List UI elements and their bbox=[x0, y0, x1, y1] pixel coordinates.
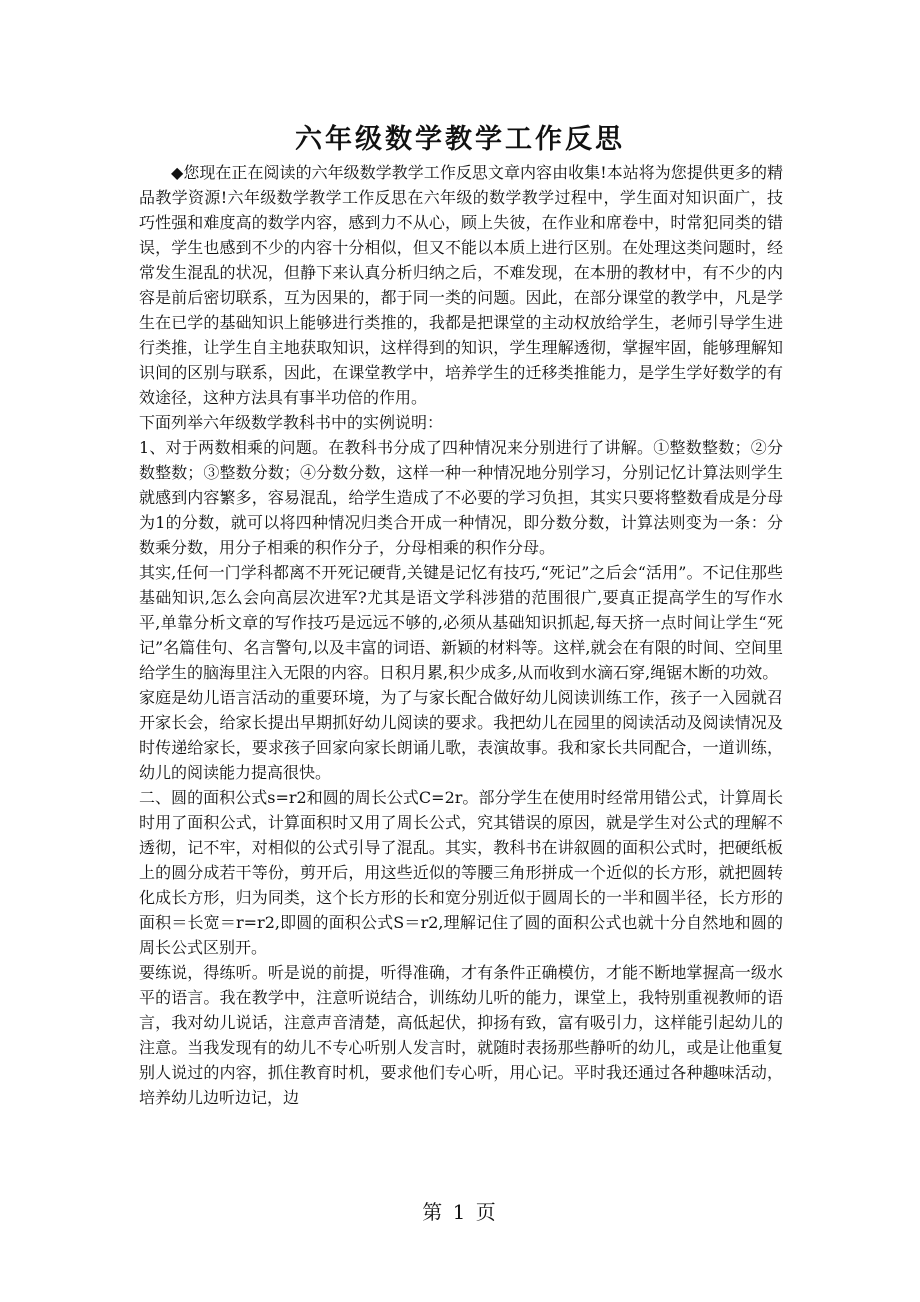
document-title: 六年级数学教学工作反思 bbox=[295, 124, 625, 155]
paragraph: ◆您现在正在阅读的六年级数学教学工作反思文章内容由收集!本站将为您提供更多的精品教学资源!六年级数学教学工作反思在六年级的数学教学过程中，学生面对知识面广，技巧性强和难度高的数学内容，感到力不从心，顾上失彼，在作业和席卷中，时常犯同类的错误，学生也感到不少的内容十分相似，但又不能以本质上进行区别。在处理这类问题时，经常发生混乱的状况，但静下来认真分析归纳之后，不难发现，在本册的教材中，有不少的内容是前后密切联系，互为因果的，都于同一类的问题。因此，在部分课堂的教学中，凡是学生在已学的基础知识上能够进行类推的，我都是把课堂的主动权放给学生，老师引导学生进行类推，让学生自主地获取知识，这样得到的知识，学生理解透彻，掌握牢固，能够理解知识间的区别与联系，因此，在课堂教学中，培养学生的迁移类推能力，是学生学好数学的有效途径，这种方法具有事半功倍的作用。 bbox=[139, 163, 783, 407]
paragraph: 家庭是幼儿语言活动的重要环境，为了与家长配合做好幼儿阅读训练工作，孩子一入园就召开家长会，给家长提出早期抓好幼儿阅读的要求。我把幼儿在园里的阅读活动及阅读情况及时传递给家长，要求孩子回家向家长朗诵儿歌，表演故事。我和家长共同配合，一道训练，幼儿的阅读能力提高很快。 bbox=[139, 688, 783, 782]
paragraph: 二、圆的面积公式s=r2和圆的周长公式C=2r。部分学生在使用时经常用错公式，计算周长时用了面积公式，计算面积时又用了周长公式，究其错误的原因，就是学生对公式的理解不透彻，记不牢，对相似的公式引导了混乱。其实，教科书在讲叙圆的面积公式时，把硬纸板上的圆分成若干等份，剪开后，用这些近似的等腰三角形拼成一个近似的长方形，就把圆转化成长方形，归为同类，这个长方形的长和宽分别近似于圆周长的一半和圆半径，长方形的面积＝长宽＝r=r2,即圆的面积公式S＝r2,理解记住了圆的面积公式也就十分自然地和圆的周长公式区别开。 bbox=[139, 788, 783, 957]
paragraph: 其实,任何一门学科都离不开死记硬背,关键是记忆有技巧,“死记”之后会“活用”。不记住那些基础知识,怎么会向高层次进军?尤其是语文学科涉猎的范围很广,要真正提高学生的写作水平,单靠分析文章的写作技巧是远远不够的,必须从基础知识抓起,每天挤一点时间让学生“死记”名篇佳句、名言警句,以及丰富的词语、新颖的材料等。这样,就会在有限的时间、空间里给学生的脑海里注入无限的内容。日积月累,积少成多,从而收到水滴石穿,绳锯木断的功效。 bbox=[139, 563, 783, 682]
paragraph: 下面列举六年级数学教科书中的实例说明： bbox=[139, 413, 444, 432]
paragraph: 要练说，得练听。听是说的前提，听得准确，才有条件正确模仿，才能不断地掌握高一级水平的语言。我在教学中，注意听说结合，训练幼儿听的能力，课堂上，我特别重视教师的语言，我对幼儿说话，注意声音清楚，高低起伏，抑扬有致，富有吸引力，这样能引起幼儿的注意。当我发现有的幼儿不专心听别人发言时，就随时表扬那些静听的幼儿，或是让他重复别人说过的内容，抓住教育时机，要求他们专心听，用心记。平时我还通过各种趣味活动，培养幼儿边听边记，边 bbox=[139, 963, 783, 1107]
paragraph: 1、对于两数相乘的问题。在教科书分成了四种情况来分别进行了讲解。①整数整数；②分数整数；③整数分数；④分数分数，这样一种一种情况地分别学习，分别记忆计算法则学生就感到内容繁多，容易混乱，给学生造成了不必要的学习负担，其实只要将整数看成是分母为1的分数，就可以将四种情况归类合开成一种情况，即分数分数，计算法则变为一条：分数乘分数，用分子相乘的积作分子，分母相乘的积作分母。 bbox=[139, 438, 783, 557]
document-body bbox=[139, 160, 783, 1110]
page-number: 第 1 页 bbox=[422, 1200, 498, 1224]
